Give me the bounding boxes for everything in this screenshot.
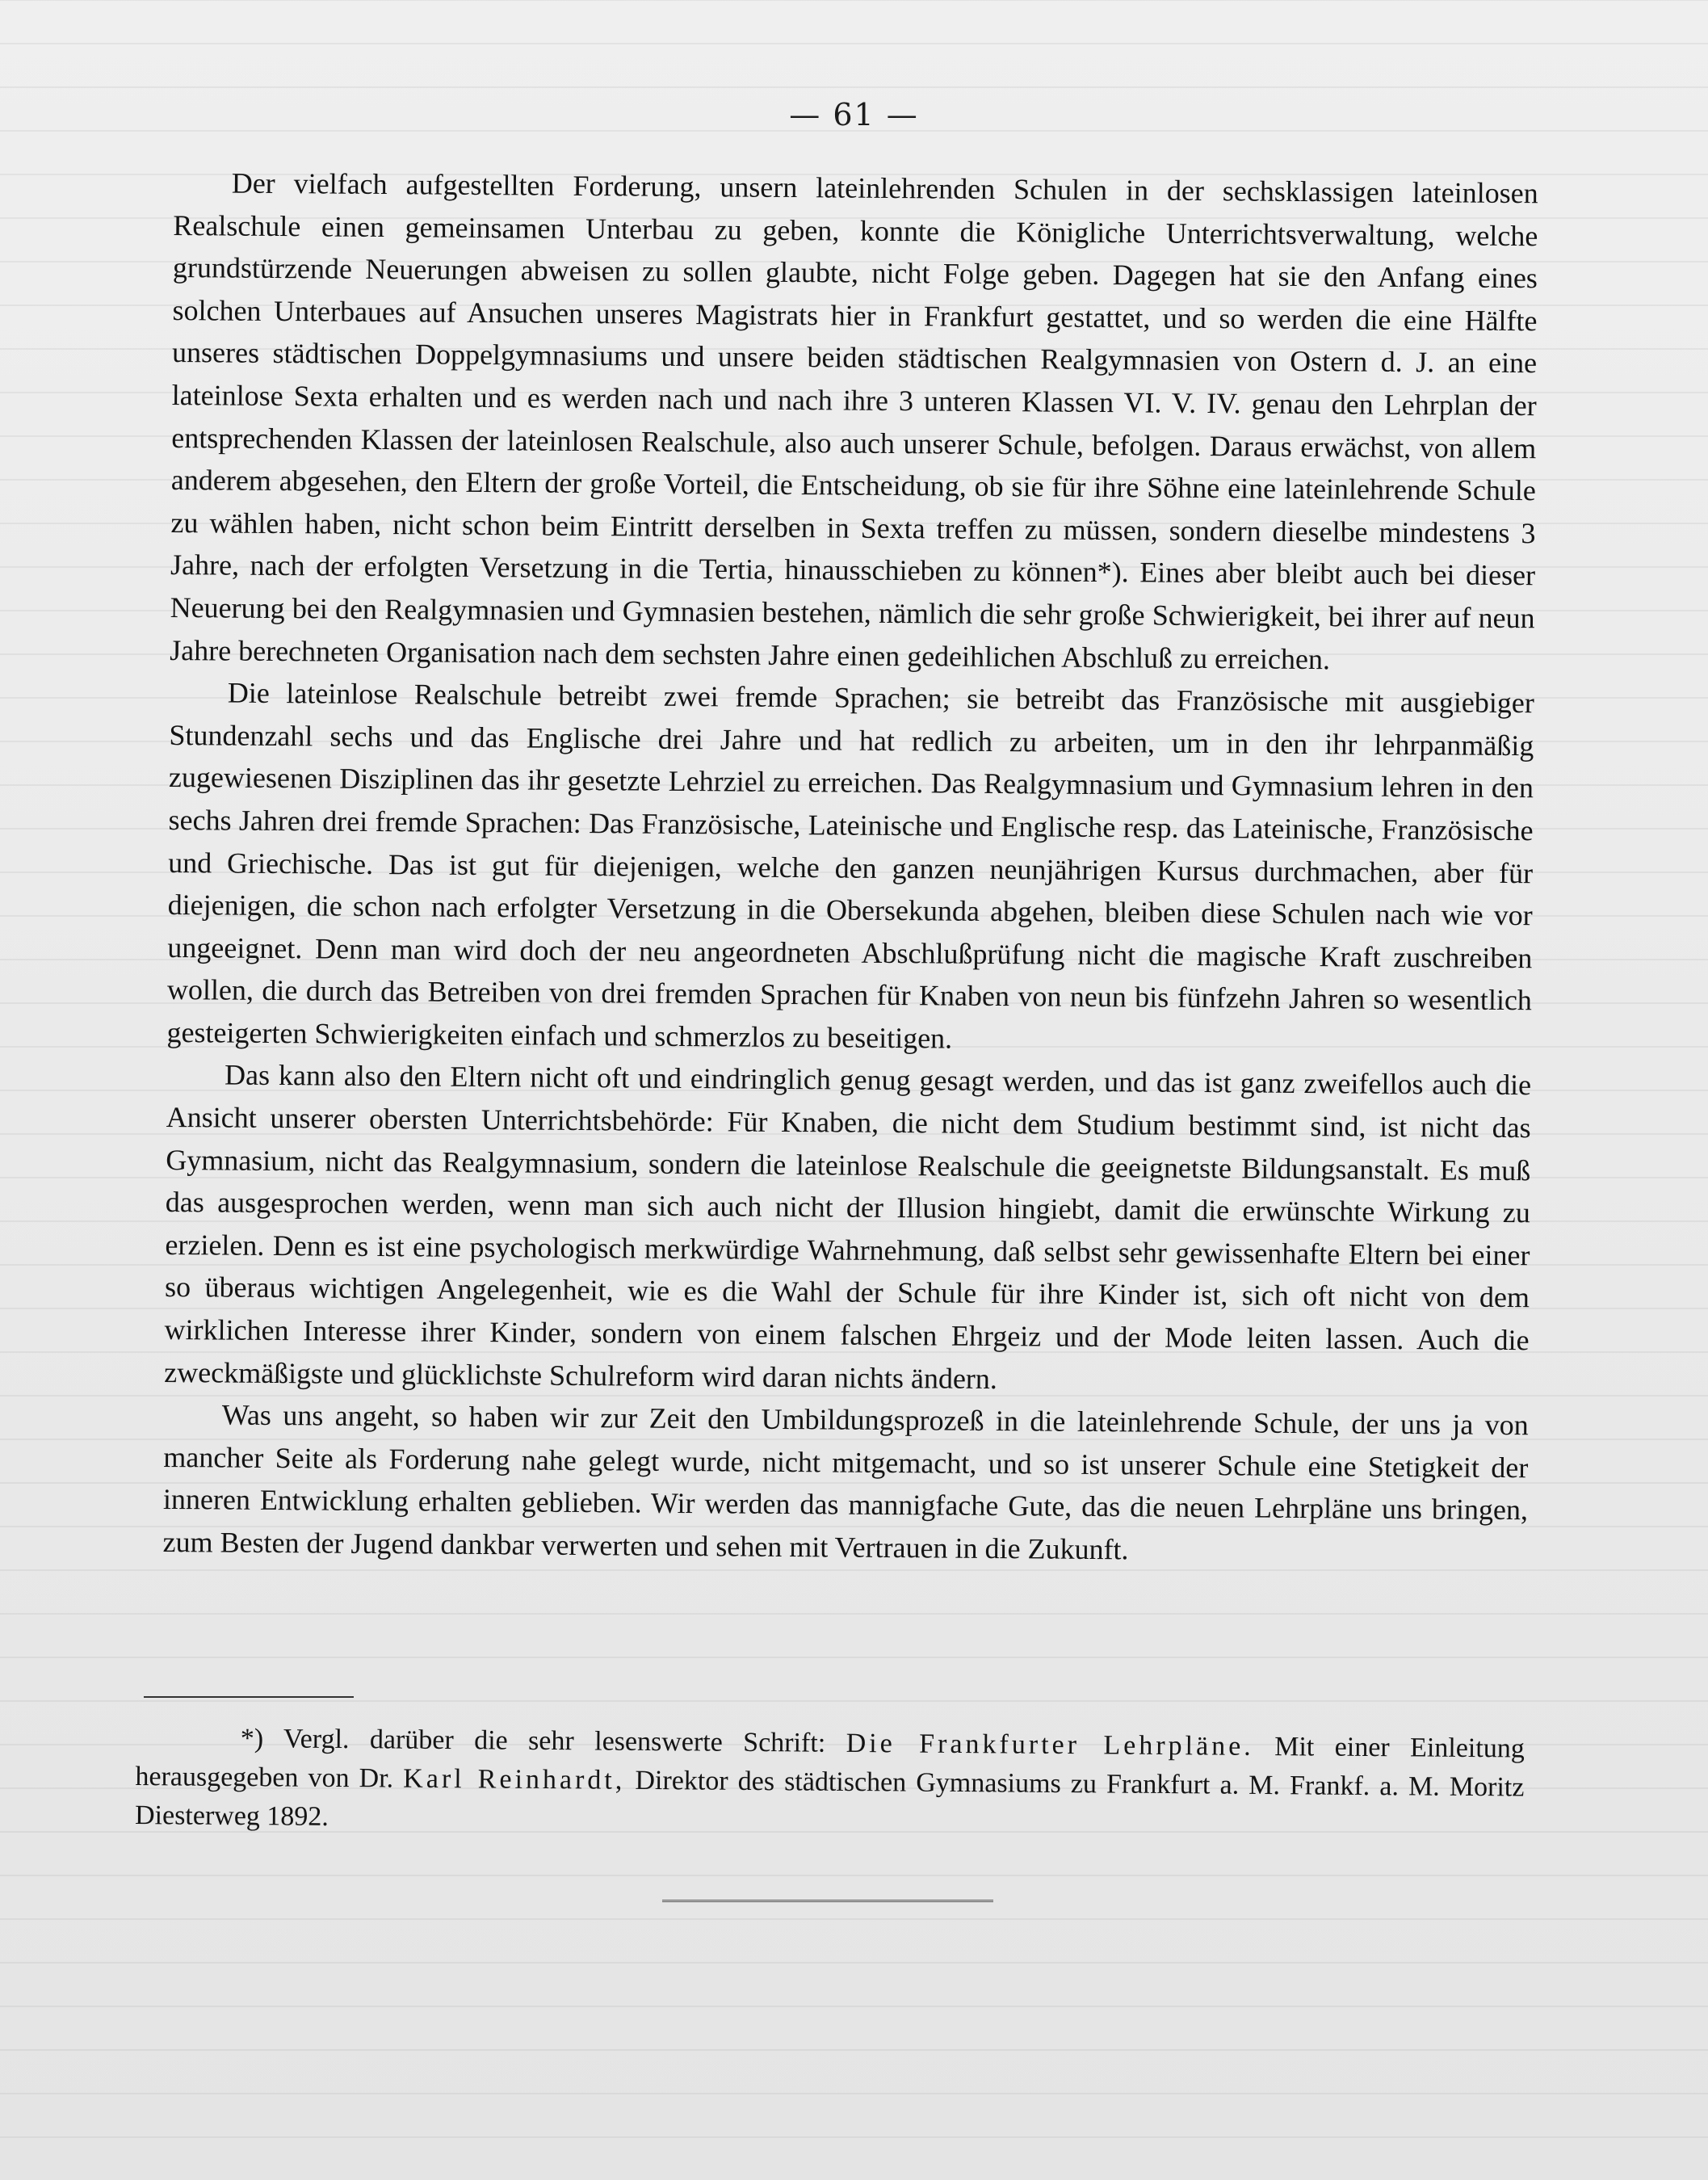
footnote-text bbox=[135, 1719, 1525, 1846]
footnote-divider bbox=[144, 1696, 354, 1698]
footnote-tail: Direktor des städtischen Gymnasiums zu Frankfurt a. M. Frankf. a. M. Moritz Diesterweg 1892. bbox=[134, 1765, 1525, 1832]
paragraph-1: Der vielfach aufgestellten Forderung, unsern lateinlehrenden Schulen in der sechsklassigen lateinlosen Realschule einen gemeinsamen Unterbau zu geben, konnte die Königliche Unterrichtsverwaltung, welche grundstürzende Neuerungen abweisen zu sollen glaubte, nicht Folge geben. Dagegen hat sie den Anfang eines solchen Unterbaues auf Ansuchen unseres Magistrats hier in Frankfurt gestattet, und so werden die eine Hälfte unseres städtischen Doppelgymnasiums und unsere beiden städtischen Realgymnasien von Ostern d. J. an eine lateinlose Sexta erhalten und es werden nach und nach ihre 3 unteren Klassen VI. V. IV. genau den Lehrplan der entsprechenden Klassen der lateinlosen Realschule, also auch unserer Schule, befolgen. Daraus erwächst, von allem anderem abgesehen, den Eltern der große Vorteil, die Entscheidung, ob sie für ihre Söhne eine lateinlehrende Schule zu wählen haben, nicht schon beim Eintritt derselben in Sexta treffen zu müssen, sondern dieselbe mindestens 3 Jahre, nach der erfolgten Versetzung in die Tertia, hinausschieben zu können*). Eines aber bleibt auch bei dieser Neuerung bei den Realgymnasien und Gymnasien bestehen, nämlich die sehr große Schwierigkeit, bei ihrer auf neun Jahre berechneten Organisation nach dem sechsten Jahre einen gedeihlichen Abschluß zu erreichen. bbox=[170, 166, 1538, 675]
body-text bbox=[162, 162, 1538, 1574]
page-number: — 61 — bbox=[789, 97, 919, 132]
closing-rule bbox=[662, 1900, 993, 1902]
footnote-author: Karl Reinhardt, bbox=[403, 1763, 626, 1796]
paragraph-2: Die lateinlose Realschule betreibt zwei fremde Sprachen; sie betreibt das Französische mit ausgiebiger Stundenzahl sechs und das Englische drei Jahre und hat redlich zu arbeiten, um in den ihr lehrpanmäßig zugewiesenen Disziplinen das ihr gesetzte Lehrziel zu erreichen. Das Realgymnasium und Gymnasium lehren in den sechs Jahren drei fremde Sprachen: Das Französische, Lateinische und Englische resp. das Lateinische, Französische und Griechische. Das ist gut für diejenigen, welche den ganzen neunjährigen Kursus durchmachen, aber für diejenigen, die schon nach erfolgter Versetzung in die Obersekunda abgehen, bleiben diese Schulen nach wie vor ungeeignet. Denn man wird doch der neu angeordneten Abschlußprüfung nicht die magische Kraft zuschreiben wollen, die durch das Betreiben von drei fremden Sprachen für Knaben von neun bis fünfzehn Jahren so wesentlich gesteigerten Schwierigkeiten einfach und schmerzlos zu beseitigen. bbox=[166, 676, 1534, 1055]
footnote-intro: *) Vergl. darüber die sehr lesenswerte Schrift: bbox=[240, 1724, 826, 1758]
footnote bbox=[135, 1719, 1525, 1846]
footnote-title: Die Frankfurter Lehrpläne. bbox=[846, 1728, 1254, 1762]
paragraph-4: Was uns angeht, so haben wir zur Zeit den Umbildungsprozeß in die lateinlehrende Schule, der uns ja von mancher Seite als Forderung nahe gelegt wurde, nicht mitgemacht, und so ist unserer Schule eine Stetigkeit der inneren Entwicklung erhalten geblieben. Wir werden das mannigfache Gute, das die neuen Lehrpläne uns bringen, zum Besten der Jugend dankbar verwerten und sehen mit Vertrauen in die Zukunft. bbox=[162, 1398, 1529, 1566]
footnote-rest: Mit einer Einleitung herausgegeben von Dr. bbox=[135, 1732, 1525, 1794]
paragraph-3: Das kann also den Eltern nicht oft und eindringlich genug gesagt werden, und das ist ganz zweifellos auch die Ansicht unserer obersten Unterrichtsbehörde: Für Knaben, die nicht dem Studium bestimmt sind, ist nicht das Gymnasium, nicht das Realgymnasium, sondern die lateinlose Realschule die geeignetste Bildungsanstalt. Es muß das ausgesprochen werden, wenn man sich auch nicht der Illusion hingiebt, damit die erwünschte Wirkung zu erzielen. Denn es ist eine psychologisch merkwürdige Wahrnehmung, daß selbst sehr gewissenhafte Eltern bei einer so überaus wichtigen Angelegenheit, wie es die Wahl der Schule für ihre Kinder ist, sich oft nicht von dem wirklichen Interesse ihrer Kinder, sondern von einem falschen Ehrgeiz und der Mode leiten lassen. Auch die zweckmäßigste und glücklichste Schulreform wird daran nichts ändern. bbox=[164, 1059, 1532, 1395]
